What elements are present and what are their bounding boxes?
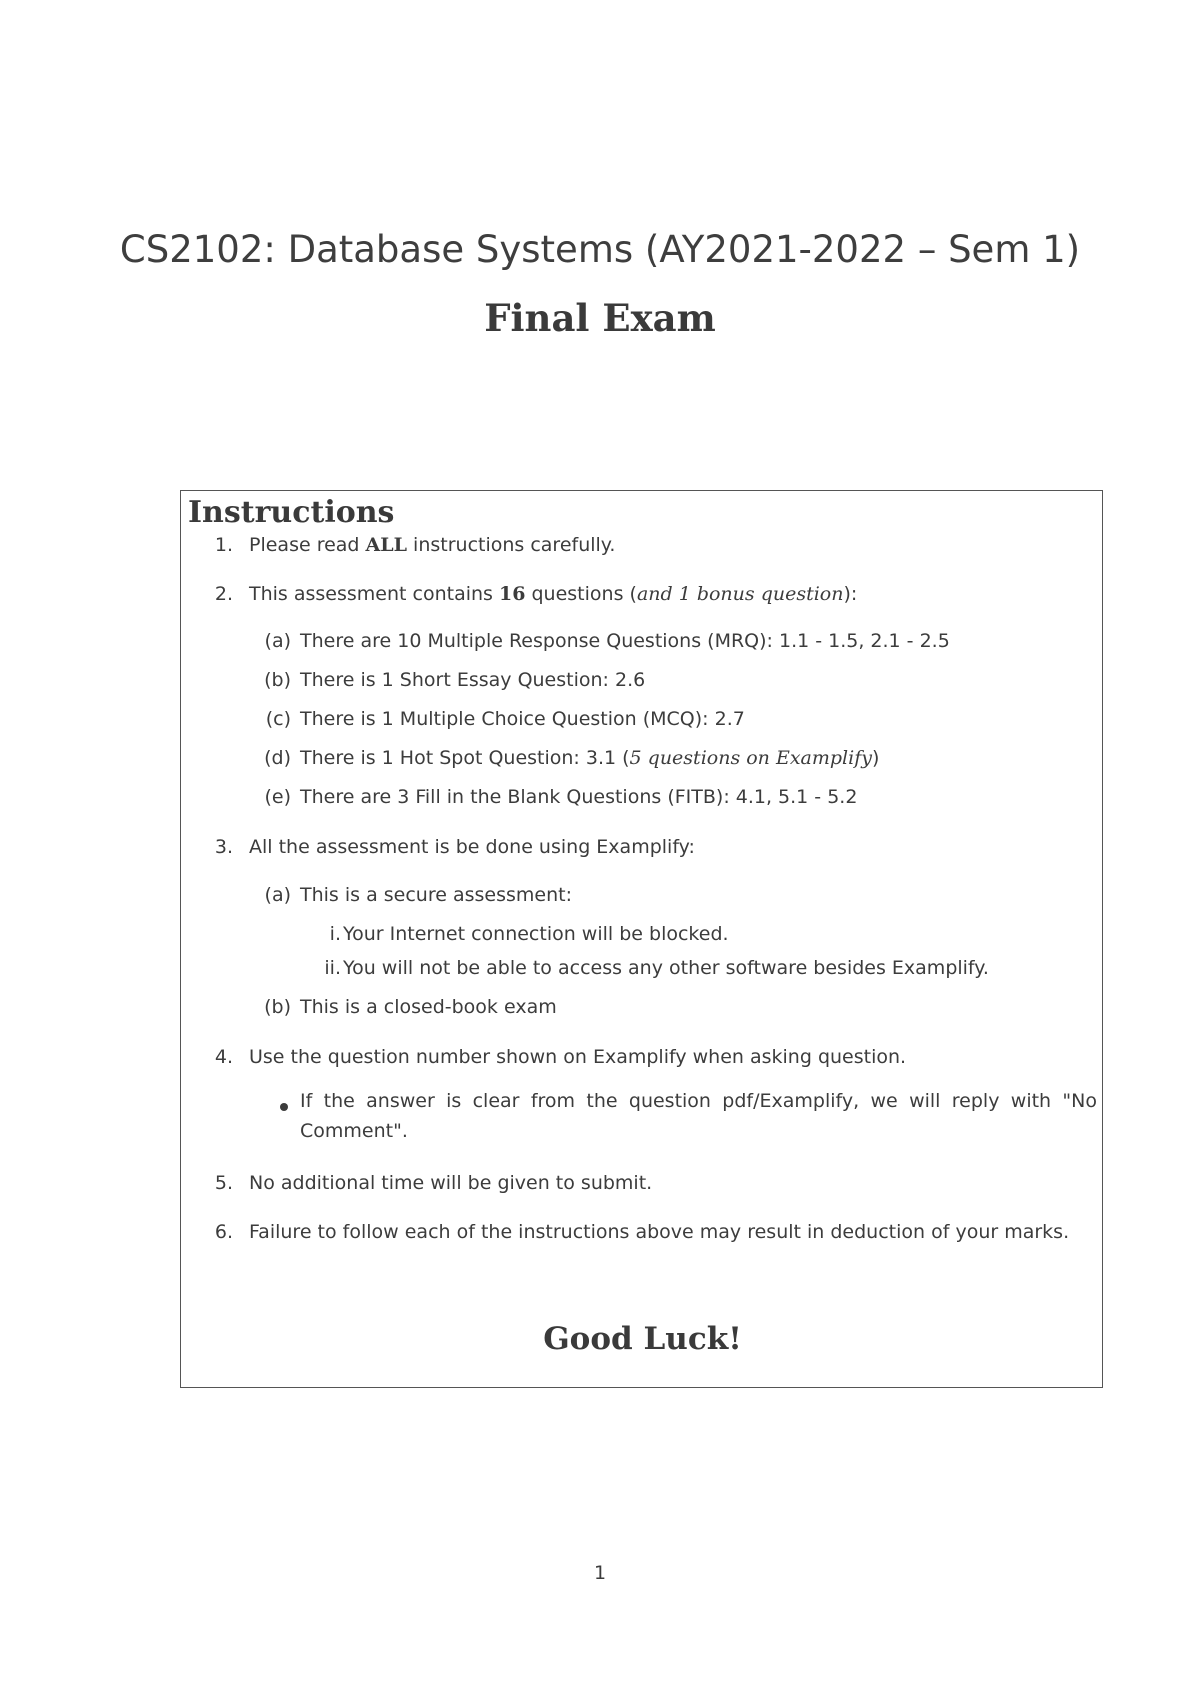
item-3b-label: (b)	[264, 996, 291, 1018]
instructions-box	[180, 490, 1103, 1388]
item-3-text: All the assessment is be done using Examplify:	[249, 836, 695, 858]
item-3a-ii-text: You will not be able to access any other software besides Examplify.	[343, 957, 989, 979]
item-2d-text: There is 1 Hot Spot Question: 3.1 (5 questions on Examplify)	[300, 747, 880, 769]
item-3a-i-label: i.	[329, 923, 341, 945]
item-3a-i-text: Your Internet connection will be blocked.	[343, 923, 729, 945]
item-2e-text: There are 3 Fill in the Blank Questions (FITB): 4.1, 5.1 - 5.2	[300, 786, 858, 808]
bullet-icon	[280, 1103, 288, 1111]
item-2a-text: There are 10 Multiple Response Questions (MRQ): 1.1 - 1.5, 2.1 - 2.5	[300, 630, 950, 652]
good-luck: Good Luck!	[543, 1321, 742, 1357]
item-3b-text: This is a closed-book exam	[300, 996, 557, 1018]
item-4-number: 4.	[214, 1046, 233, 1068]
instructions-heading: Instructions	[188, 495, 395, 530]
item-4-bullet-text: If the answer is clear from the question pdf/Examplify, we will reply with "No Comment".	[300, 1090, 1097, 1142]
item-6-text: Failure to follow each of the instructions above may result in deduction of your marks.	[249, 1221, 1070, 1243]
course-title: CS2102: Database Systems (AY2021-2022 – Sem 1)	[119, 228, 1081, 271]
item-3a-label: (a)	[264, 884, 291, 906]
item-2-text: This assessment contains 16 questions (and 1 bonus question):	[249, 583, 858, 605]
item-5-number: 5.	[214, 1172, 233, 1194]
item-4-text: Use the question number shown on Examplify when asking question.	[249, 1046, 907, 1068]
item-2b-label: (b)	[264, 669, 291, 691]
item-2b-text: There is 1 Short Essay Question: 2.6	[300, 669, 646, 691]
item-3a-text: This is a secure assessment:	[300, 884, 572, 906]
item-2e-label: (e)	[264, 786, 291, 808]
item-5-text: No additional time will be given to submit.	[249, 1172, 653, 1194]
item-2c-text: There is 1 Multiple Choice Question (MCQ): 2.7	[300, 708, 745, 730]
item-2d-label: (d)	[264, 747, 291, 769]
exam-title: Final Exam	[484, 296, 716, 340]
page-number: 1	[593, 1562, 607, 1584]
item-2-number: 2.	[214, 583, 233, 605]
item-3-number: 3.	[214, 836, 233, 858]
item-1-text: Please read ALL instructions carefully.	[249, 534, 616, 556]
item-6-number: 6.	[214, 1221, 233, 1243]
item-2a-label: (a)	[264, 630, 291, 652]
item-2c-label: (c)	[265, 708, 291, 730]
item-1-number: 1.	[214, 534, 233, 556]
item-3a-ii-label: ii.	[324, 957, 341, 979]
